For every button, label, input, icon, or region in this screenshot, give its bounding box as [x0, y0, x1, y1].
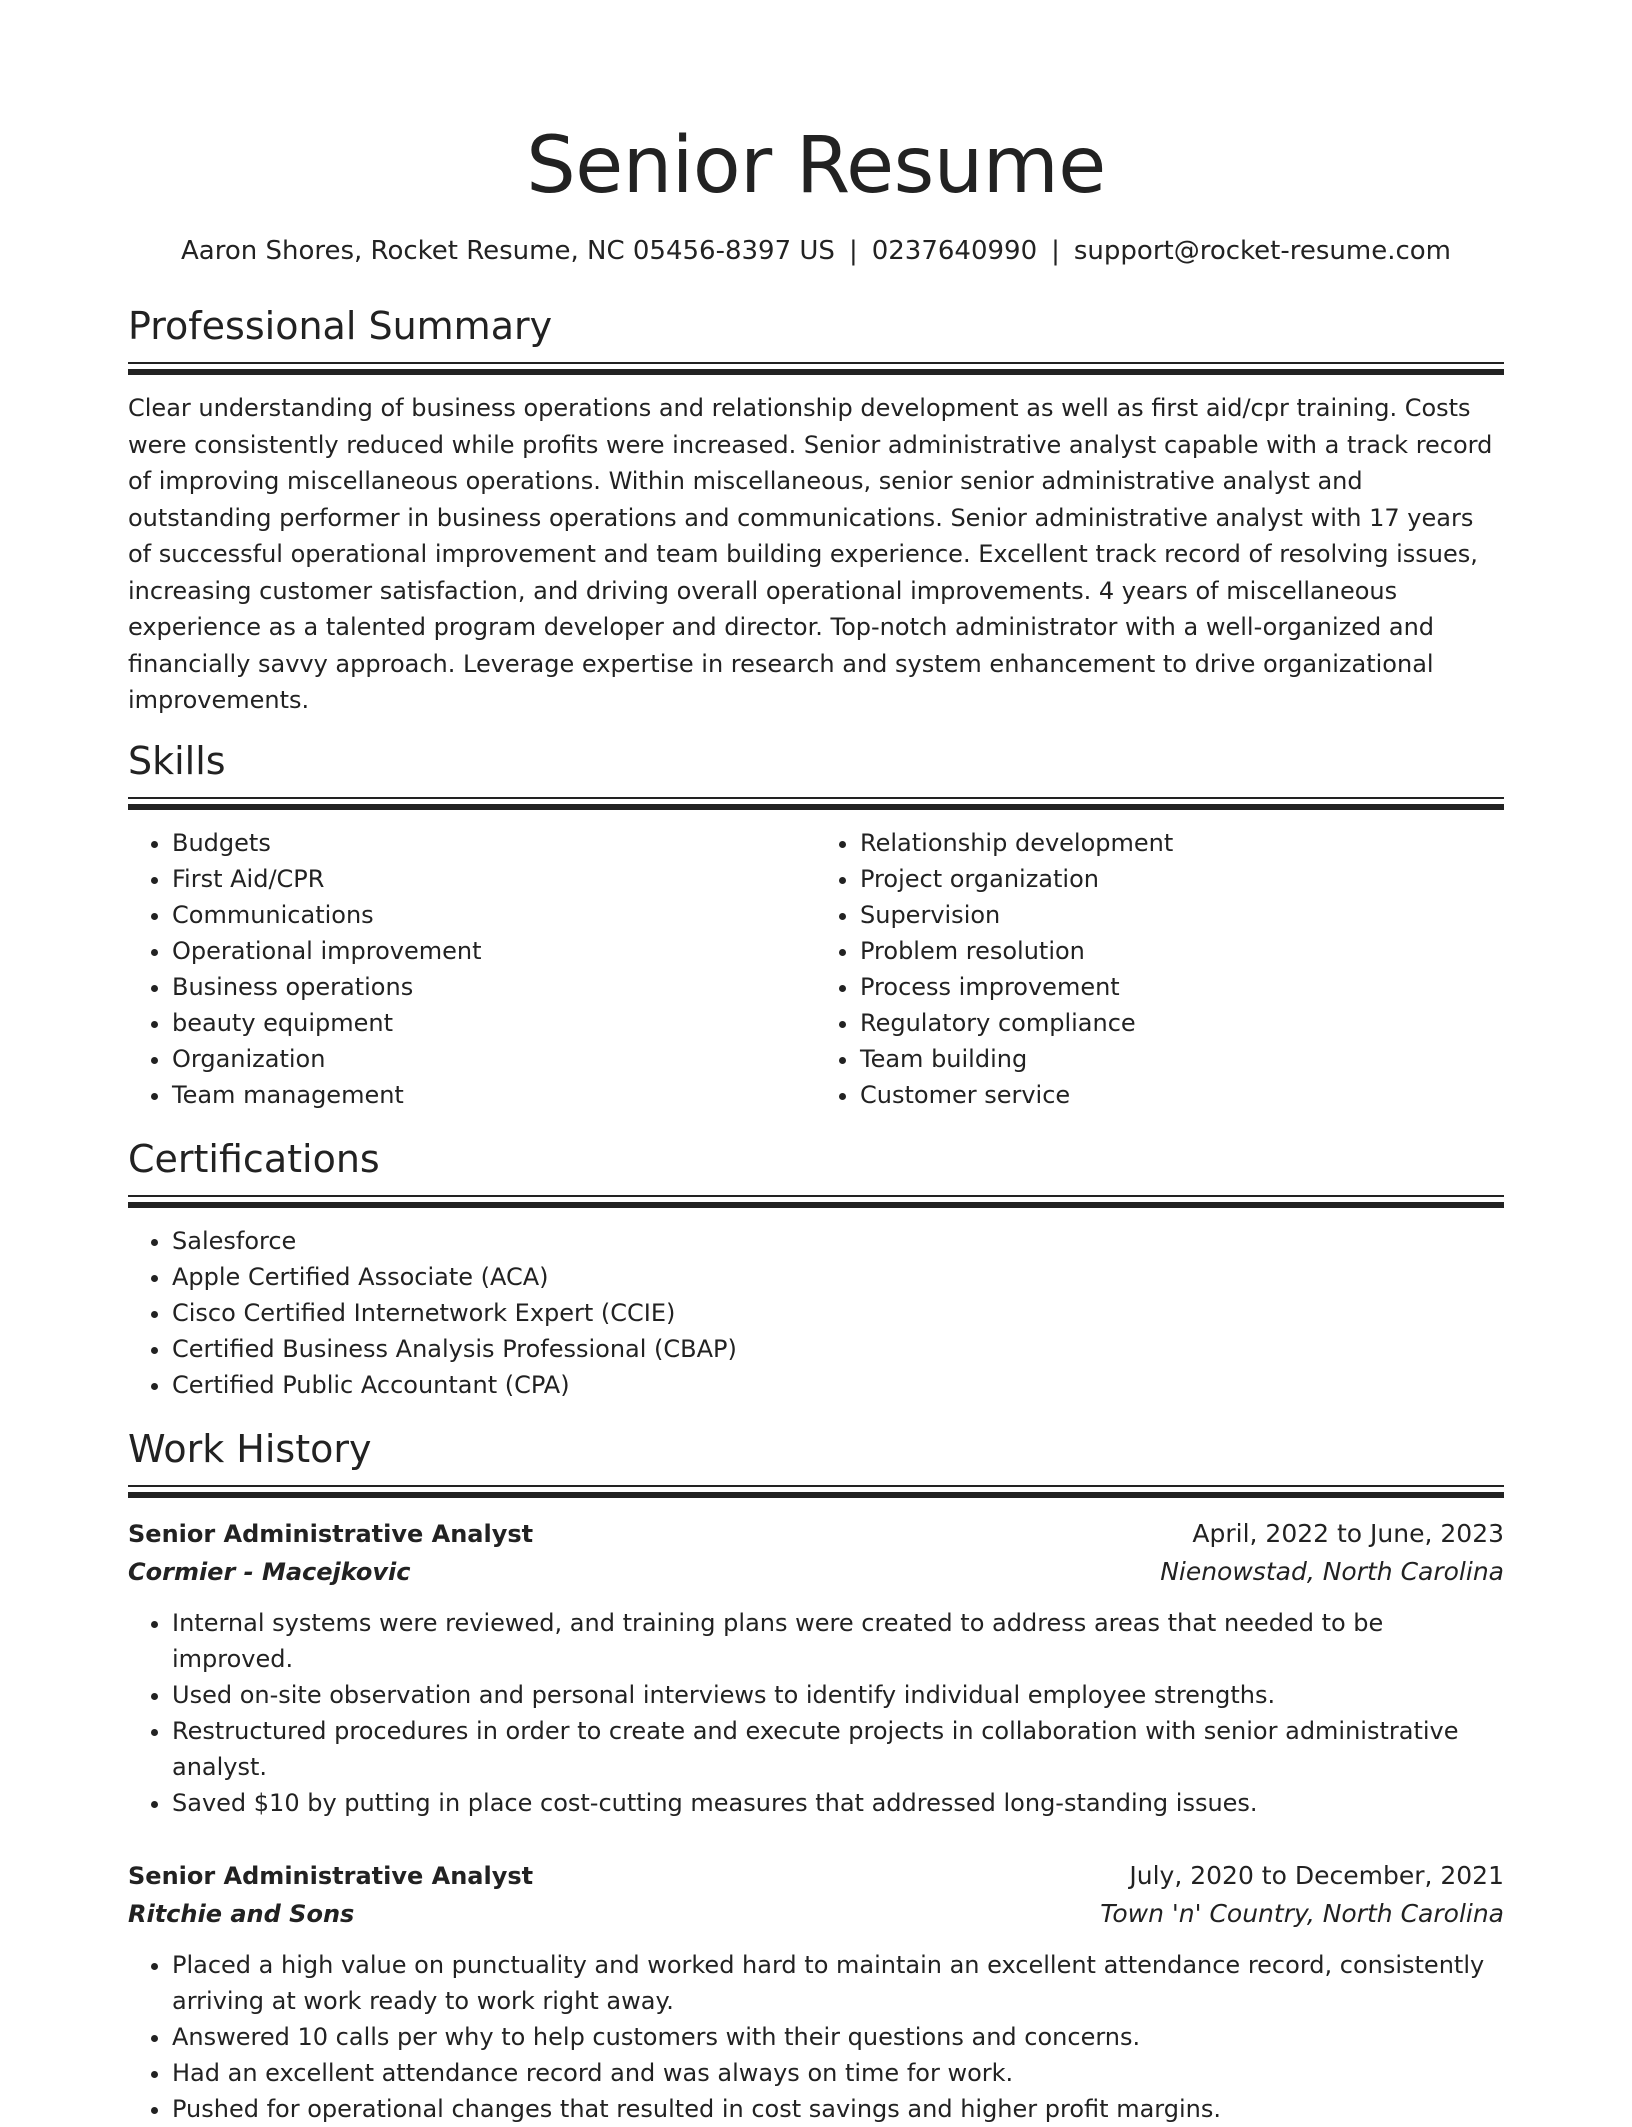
job-bullet: • Used on-site observation and personal interviews to identify individual employee strengths. [172, 1677, 1504, 1713]
skills-grid [128, 811, 1504, 1113]
section-title: Professional Summary [128, 304, 553, 348]
certifications-list [128, 1223, 1504, 1403]
contact-email[interactable]: support@rocket-resume.com [1073, 236, 1451, 266]
job-dates: July, 2020 to December, 2021 [1129, 1860, 1504, 1890]
section-divider [128, 1485, 1504, 1499]
job-dates: April, 2022 to June, 2023 [1192, 1518, 1504, 1548]
job-entry [128, 1515, 1504, 1821]
skill-item: • Team building [860, 1041, 1504, 1077]
job-bullet: • Pushed for operational changes that resulted in cost savings and higher profit margins. [172, 2091, 1504, 2127]
skill-item: • Project organization [860, 861, 1504, 897]
job-bullets [128, 1947, 1504, 2127]
work-history-section [128, 1425, 1504, 2127]
skills-list-right [816, 825, 1504, 1113]
job-bullet: • Saved $10 by putting in place cost-cutting measures that addressed long-standing issues. [172, 1785, 1504, 1821]
section-title: Work History [128, 1426, 372, 1471]
skill-item: • Relationship development [860, 825, 1504, 861]
job-bullets [128, 1605, 1504, 1821]
certification-item: • Certified Business Analysis Professional (CBAP) [172, 1331, 1504, 1367]
section-title: Certifications [128, 1136, 380, 1181]
section-divider [128, 797, 1504, 811]
skill-item: • Team management [172, 1077, 816, 1113]
job-location: Town 'n' Country, North Carolina [1100, 1898, 1504, 1928]
certification-item: • Salesforce [172, 1223, 1504, 1259]
skills-list-left [128, 825, 816, 1113]
job-header-row [128, 1857, 1504, 1895]
section-title: Skills [128, 738, 226, 783]
skill-item: • Business operations [172, 969, 816, 1005]
summary-section [128, 302, 1504, 719]
skill-item: • First Aid/CPR [172, 861, 816, 897]
job-company: Ritchie and Sons [128, 1899, 355, 1928]
skill-item: • Problem resolution [860, 933, 1504, 969]
summary-text: Clear understanding of business operations and relationship development as well as first aid/cpr training. Costs were consistently reduced while profits were increased. Senior administrative analyst capable with a track record of improving miscellaneous operations. Within miscellaneous, senior senior administrative analyst and outstanding performer in business operations and communications. Senior administrative analyst with 17 years of successful operational improvement and team building experience. Excellent track record of resolving issues, increasing customer satisfaction, and driving overall operational improvements. 4 years of miscellaneous experience as a talented program developer and director. Top-notch administrator with a well-organized and financially savvy approach. Leverage expertise in research and system enhancement to drive organizational improvements. [128, 394, 1493, 714]
job-company-row [128, 1895, 1504, 1933]
section-divider [128, 1195, 1504, 1209]
job-bullet: • Had an excellent attendance record and was always on time for work. [172, 2055, 1504, 2091]
resume-name: Senior Resume [526, 121, 1106, 211]
skill-item: • Customer service [860, 1077, 1504, 1113]
section-divider [128, 362, 1504, 376]
contact-address: Aaron Shores, Rocket Resume, NC 05456-8397 US [180, 236, 835, 266]
job-bullet: • Restructured procedures in order to create and execute projects in collaboration with senior administrative analyst. [172, 1713, 1504, 1785]
job-company-row [128, 1553, 1504, 1591]
skill-item: • Budgets [172, 825, 816, 861]
skill-item: • Operational improvement [172, 933, 816, 969]
certification-item: • Certified Public Accountant (CPA) [172, 1367, 1504, 1403]
skills-section [128, 737, 1504, 1113]
job-company: Cormier - Macejkovic [128, 1557, 411, 1586]
certification-item: • Apple Certified Associate (ACA) [172, 1259, 1504, 1295]
job-title: Senior Administrative Analyst [128, 1861, 534, 1890]
contact-phone: 0237640990 [871, 236, 1038, 266]
job-header-row [128, 1515, 1504, 1553]
skill-item: • Organization [172, 1041, 816, 1077]
skill-item: • Communications [172, 897, 816, 933]
contact-separator: | [1051, 236, 1060, 266]
job-title: Senior Administrative Analyst [128, 1519, 534, 1548]
job-location: Nienowstad, North Carolina [1160, 1556, 1504, 1586]
job-bullet: • Answered 10 calls per why to help customers with their questions and concerns. [172, 2019, 1504, 2055]
job-bullet: • Internal systems were reviewed, and training plans were created to address areas that needed to be improved. [172, 1605, 1504, 1677]
job-bullet: • Placed a high value on punctuality and worked hard to maintain an excellent attendance record, consistently arriving at work ready to work right away. [172, 1947, 1504, 2019]
skill-item: • beauty equipment [172, 1005, 816, 1041]
certification-item: • Cisco Certified Internetwork Expert (CCIE) [172, 1295, 1504, 1331]
skill-item: • Regulatory compliance [860, 1005, 1504, 1041]
certifications-section [128, 1135, 1504, 1403]
contact-line [128, 234, 1504, 268]
skill-item: • Process improvement [860, 969, 1504, 1005]
contact-separator: | [848, 236, 858, 266]
skill-item: • Supervision [860, 897, 1504, 933]
job-entry [128, 1857, 1504, 2127]
resume-page [128, 118, 1504, 2127]
